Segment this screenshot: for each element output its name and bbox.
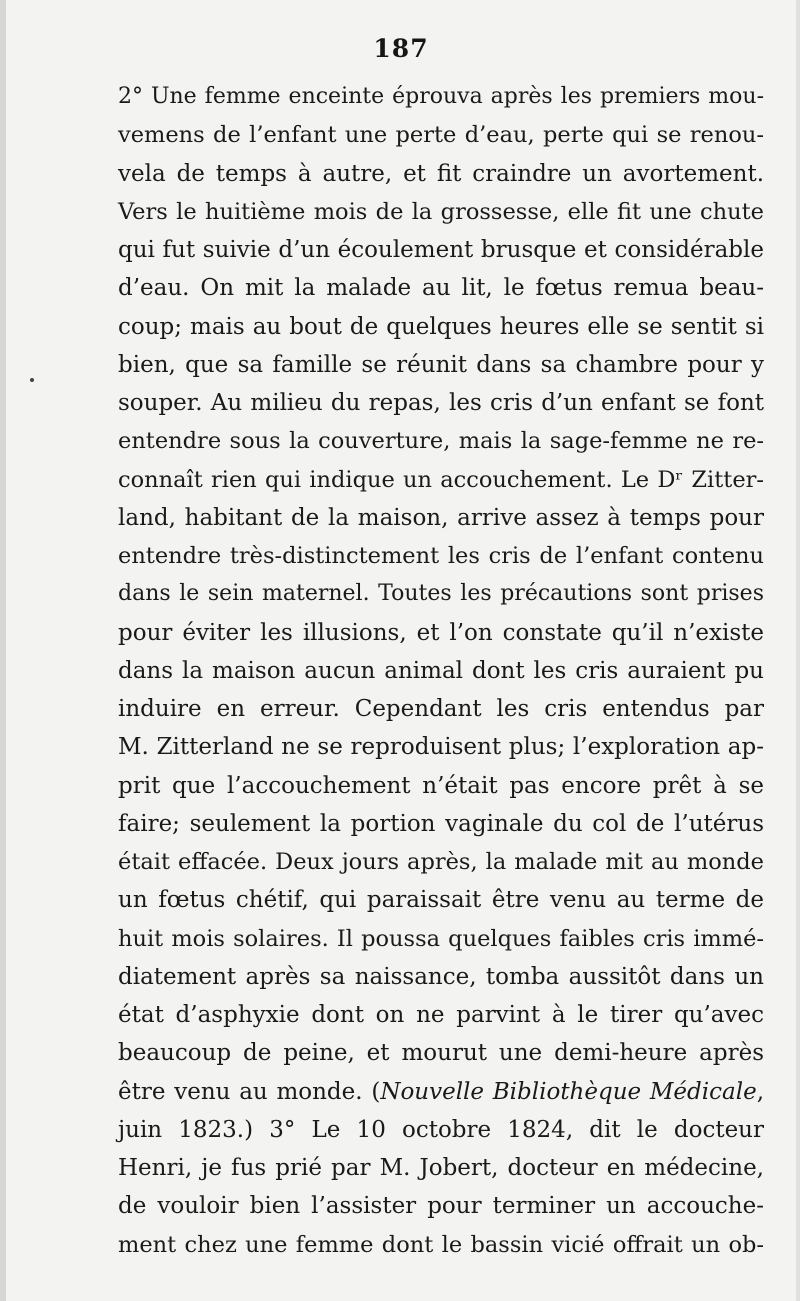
- text-line: bien, que sa famille se réunit dans sa chambre pour y: [118, 351, 764, 378]
- text-line: état d’asphyxie dont on ne parvint à le tirer qu’avec: [118, 1002, 764, 1028]
- text-line: prit que l’accouchement n’était pas encore prêt à se: [118, 772, 764, 799]
- citation-line: [118, 1073, 764, 1111]
- body-text: [118, 78, 764, 1264]
- text-line: vemens de l’enfant une perte d’eau, perte qui se renou-: [118, 122, 764, 149]
- text-line: était effacée. Deux jours après, la malade mit au monde: [118, 849, 764, 875]
- margin-speck: [30, 378, 34, 382]
- text-line: entendre très-distinctement les cris de l’enfant contenu: [118, 543, 764, 569]
- text-line: huit mois solaires. Il poussa quelques faibles cris immé-: [118, 925, 764, 952]
- text-line: pour éviter les illusions, et l’on constate qu’il n’existe: [118, 619, 764, 646]
- citation-prefix: être venu au monde. (: [118, 1078, 381, 1105]
- citation-title: Nouvelle Bibliothèque Médicale: [380, 1078, 757, 1105]
- text-line: qui fut suivie d’un écoulement brusque et considérable: [118, 237, 764, 263]
- text-line: M. Zitterland ne se reproduisent plus; l’exploration ap-: [118, 734, 764, 761]
- text-line: un fœtus chétif, qui paraissait être venu au terme de: [118, 887, 764, 914]
- text-line: connaît rien qui indique un accouchement. Le Dʳ Zitter-: [118, 466, 764, 493]
- text-line: beaucoup de peine, et mourut une demi-heure après: [118, 1040, 764, 1067]
- text-line: dans le sein maternel. Toutes les précautions sont prises: [118, 581, 764, 607]
- citation-suffix: ,: [756, 1078, 764, 1105]
- text-line: 2° Une femme enceinte éprouva après les premiers mou-: [118, 84, 764, 109]
- text-line: Vers le huitième mois de la grossesse, elle fit une chute: [118, 198, 764, 225]
- text-line: d’eau. On mit la malade au lit, le fœtus remua beau-: [118, 275, 764, 302]
- text-line: de vouloir bien l’assister pour terminer un accouche-: [118, 1193, 764, 1220]
- text-line: ment chez une femme dont le bassin vicié offrait un ob-: [118, 1231, 764, 1258]
- text-line: entendre sous la couverture, mais la sage-femme ne re-: [118, 428, 764, 455]
- text-line: coup; mais au bout de quelques heures elle se sentit si: [118, 313, 764, 340]
- page-number: 187: [373, 34, 429, 63]
- text-line: souper. Au milieu du repas, les cris d’un enfant se font: [118, 390, 764, 416]
- text-line: faire; seulement la portion vaginale du col de l’utérus: [118, 810, 764, 837]
- text-line: dans la maison aucun animal dont les cris auraient pu: [118, 657, 764, 684]
- text-line: induire en erreur. Cependant les cris entendus par: [118, 696, 764, 722]
- text-line: diatement après sa naissance, tomba aussitôt dans un: [118, 963, 764, 990]
- text-line: vela de temps à autre, et fit craindre un avortement.: [118, 160, 764, 187]
- text-line: land, habitant de la maison, arrive assez à temps pour: [118, 504, 764, 531]
- text-line: juin 1823.) 3° Le 10 octobre 1824, dit le docteur: [118, 1116, 764, 1143]
- text-line: Henri, je fus prié par M. Jobert, docteur en médecine,: [118, 1155, 764, 1181]
